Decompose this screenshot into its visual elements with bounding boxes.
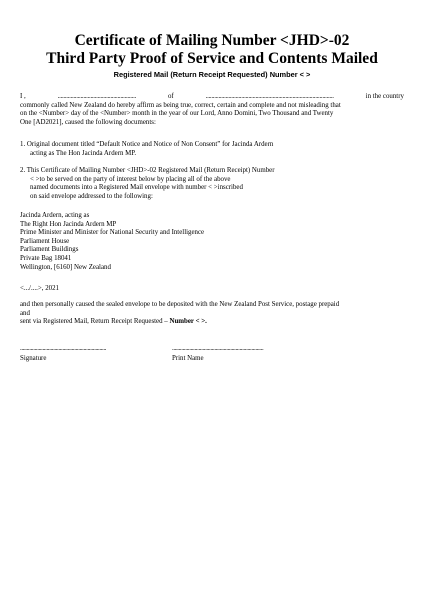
address-line: Jacinda Ardern, acting as — [20, 212, 90, 219]
affirmation-line-4: One [AD2021], caused the following documents: — [20, 118, 156, 126]
address-line: Parliament House — [20, 237, 70, 245]
affirmation-line-2: commonly called New Zealand do hereby affirm as being true, correct, certain and complete and not misleading that — [20, 101, 341, 109]
address-line: Wellington, [6160] New Zealand — [20, 263, 111, 271]
document-item-2 — [20, 167, 275, 201]
affirmation-of: of — [167, 93, 174, 100]
signature-line: ................................................................. — [20, 345, 106, 352]
closing-number: Number < >. — [169, 318, 207, 326]
signature-label: Signature — [20, 355, 47, 362]
date-line: <.../....>, 2021 — [20, 285, 59, 292]
registered-mail-line: Registered Mail (Return Receipt Requested) Number < > — [113, 70, 311, 79]
item-2-line-1: 2. This Certificate of Mailing Number <JHD>-02 Registered Mail (Return Receipt) Number — [20, 167, 275, 174]
item-1-line-2: acting as The Hon Jacinda Ardern MP. — [30, 149, 137, 157]
affirmation-paragraph — [20, 93, 404, 127]
location-blank: .......................................................................................... — [205, 93, 334, 100]
affirmation-start: I , — [20, 93, 26, 100]
address-line: Private Bag 18041 — [20, 254, 72, 262]
affirmation-country: in the country — [365, 93, 404, 100]
document-title: Certificate of Mailing Number <JHD>-02 — [74, 32, 350, 49]
affirmation-line-3: on the <Number> day of the <Number> month in the year of our Lord, Anno Domini, Two Thousand and Twenty — [20, 110, 334, 118]
recipient-address — [20, 212, 204, 272]
name-blank: ....................................................... — [57, 93, 136, 100]
item-2-line-2: < >to be served on the party of interest below by placing all of the above — [30, 175, 231, 183]
address-line: Parliament Buildings — [20, 246, 79, 254]
item-1-line-1: 1. Original document titled “Default Notice and Notice of Non Consent” for Jacinda Ardern — [20, 141, 274, 148]
closing-line-3-text: sent via Registered Mail, Return Receipt Requested – — [20, 318, 168, 326]
address-line: Prime Minister and Minister for National Security and Intelligence — [20, 229, 205, 237]
document-subtitle: Third Party Proof of Service and Contents Mailed — [46, 50, 378, 67]
item-2-line-3: named documents into a Registered Mail envelope with number < >inscribed — [30, 184, 243, 192]
closing-line-3 — [20, 318, 339, 327]
print-name-label: Print Name — [172, 355, 204, 362]
address-line: The Right Hon Jacinda Ardern MP — [20, 220, 117, 228]
item-2-line-4: on said envelope addressed to the following: — [30, 192, 153, 200]
document-item-1 — [20, 141, 273, 158]
affirmation-line-1 — [20, 93, 404, 102]
closing-paragraph — [20, 301, 339, 327]
closing-line-2: and — [20, 309, 30, 317]
print-name-line: ..................................................................... — [172, 345, 264, 352]
closing-line-1: and then personally caused the sealed envelope to be deposited with the New Zealand Post Service, postage prepaid — [20, 301, 340, 308]
